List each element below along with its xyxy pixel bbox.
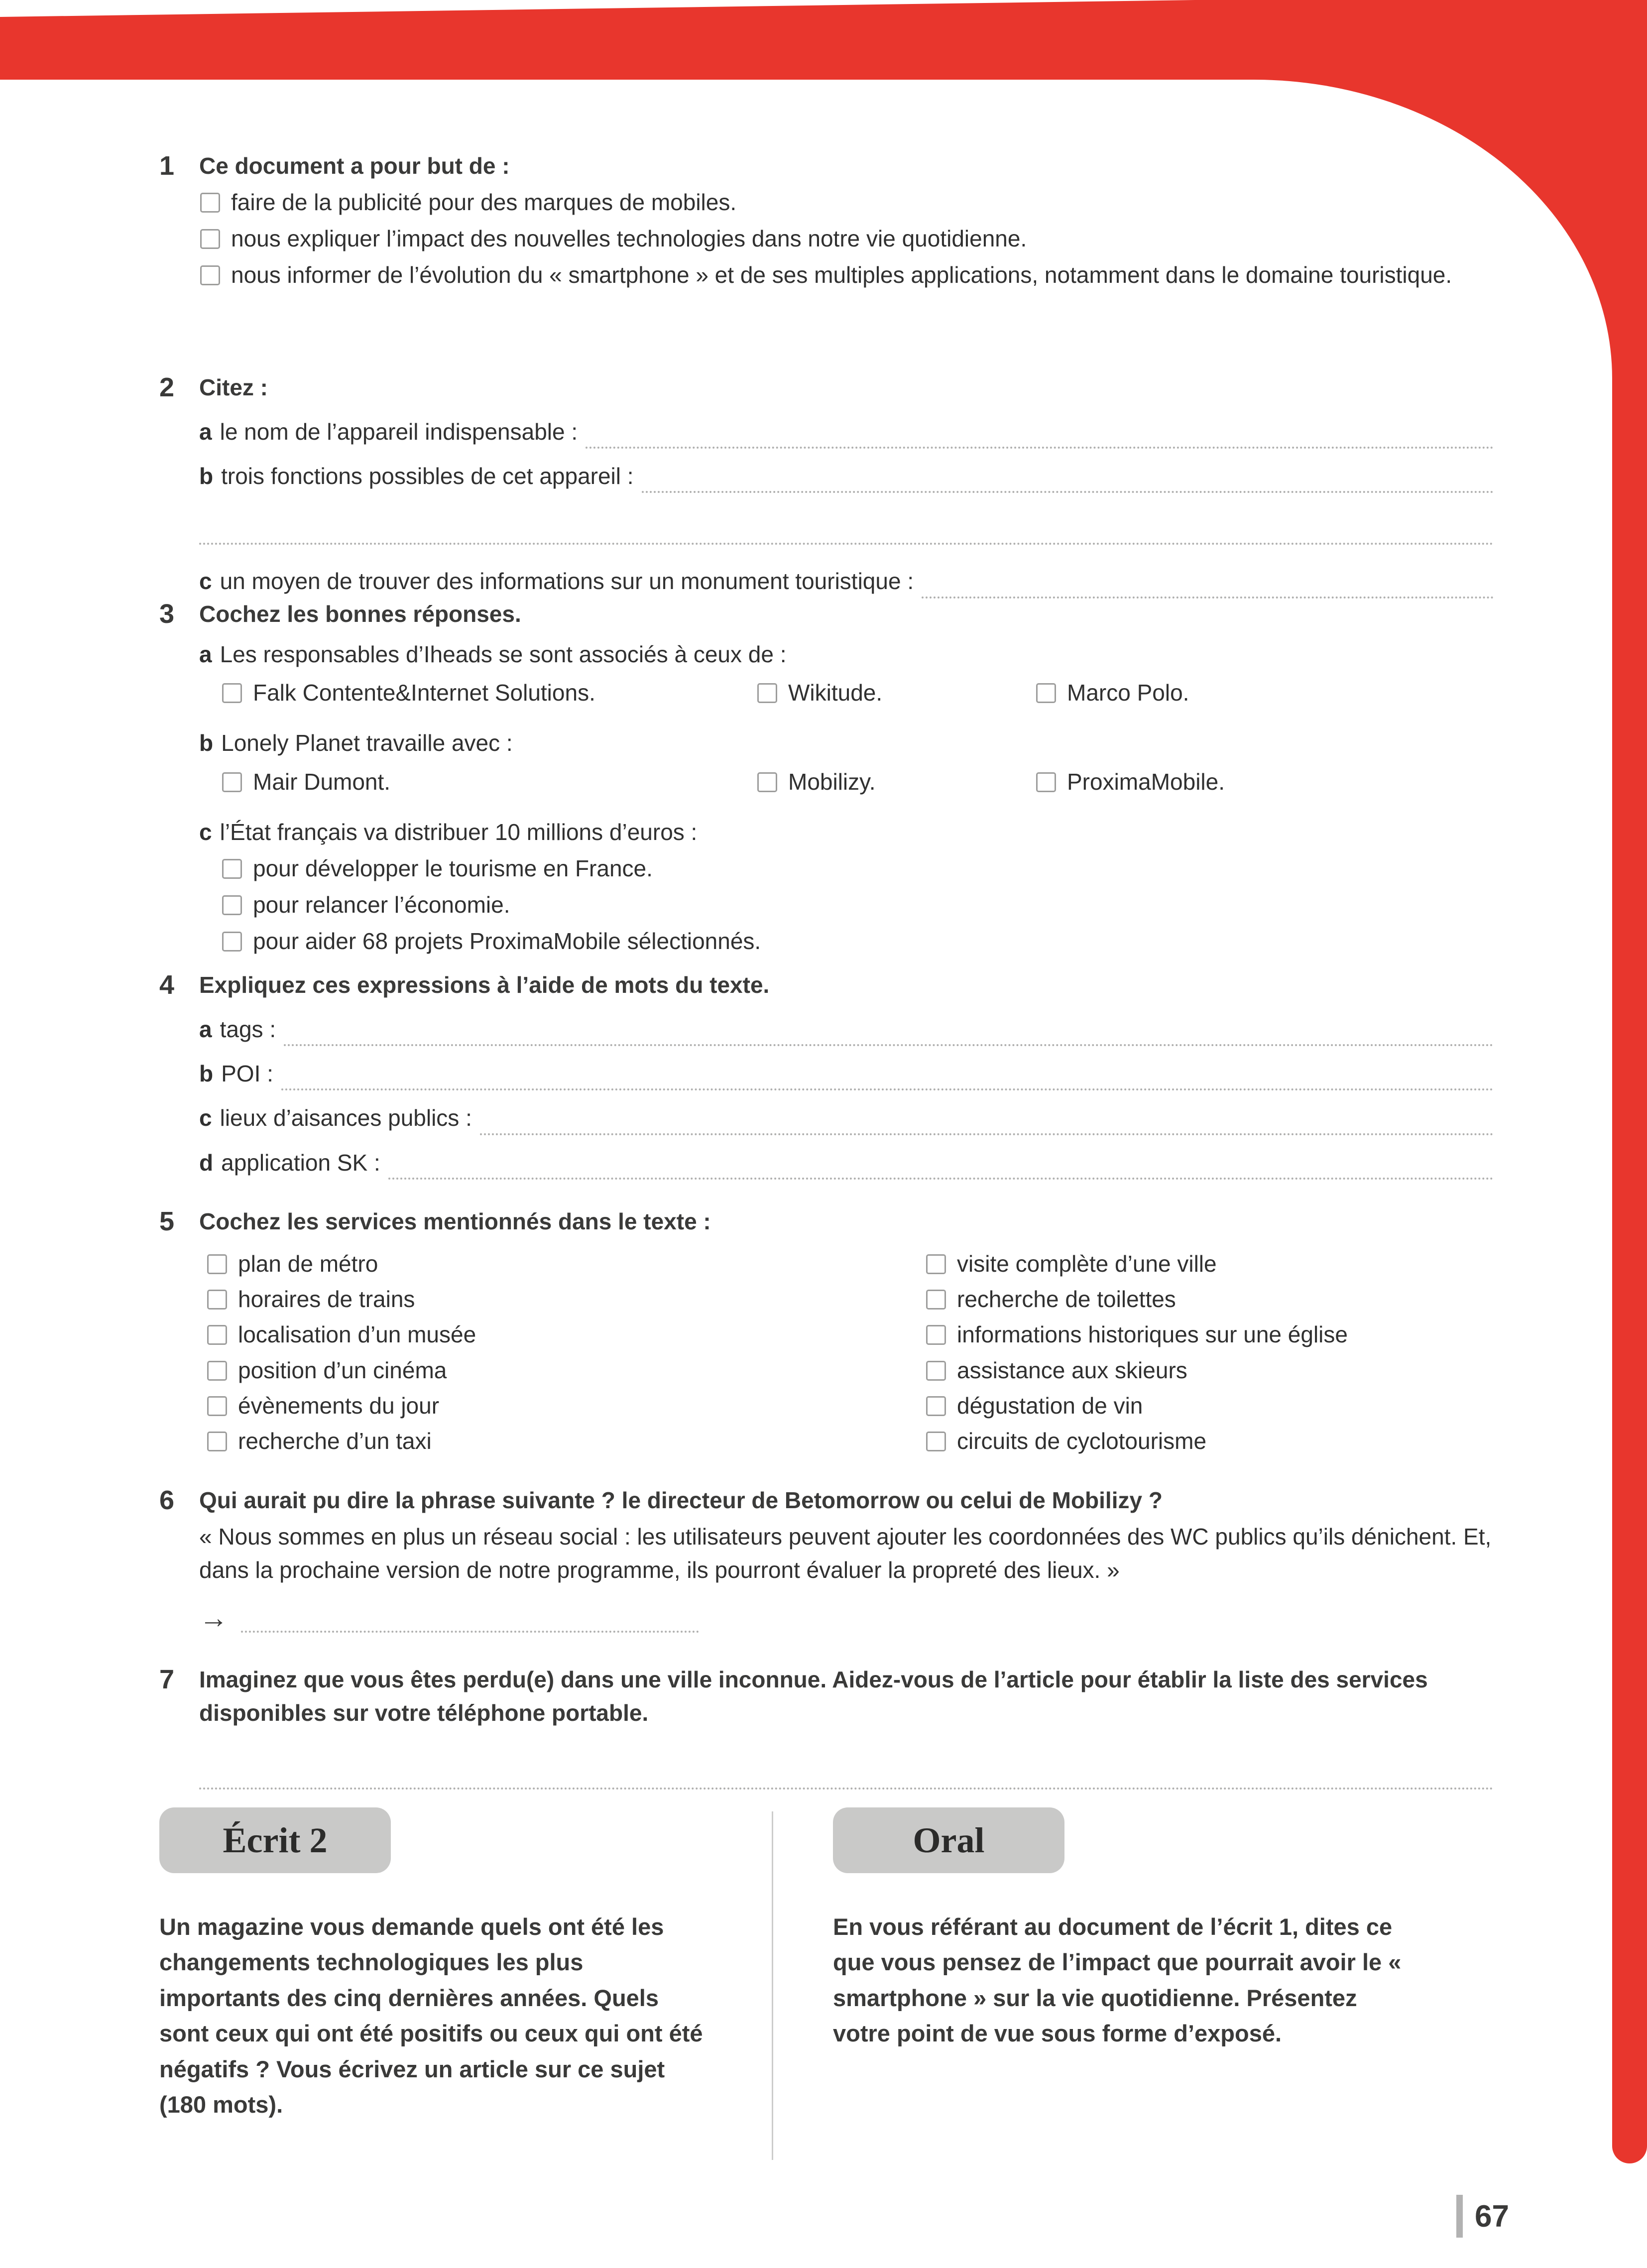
item-text: trois fonctions possibles de cet appareil : xyxy=(221,463,634,489)
item-letter: c xyxy=(199,819,212,845)
checkbox[interactable] xyxy=(1036,772,1056,792)
checkbox[interactable] xyxy=(222,772,242,792)
item-text: Lonely Planet travaille avec : xyxy=(221,730,513,756)
answer-line[interactable] xyxy=(642,465,1494,493)
question-number: 6 xyxy=(159,1485,175,1515)
option-row xyxy=(199,676,1494,710)
section-body: En vous référant au document de l’écrit 1, dites ce que vous pensez de l’impact que pourrait avoir le « smartphone » sur la vie quotidienne. Présentez votre point de vue sous forme d’exposé. xyxy=(833,1913,1402,2047)
sub-question xyxy=(199,638,1494,671)
question-6 xyxy=(159,1484,1494,1633)
option-label: plan de métro xyxy=(238,1251,378,1277)
page-corner-sliver xyxy=(0,0,1195,17)
option-label: dégustation de vin xyxy=(957,1392,1143,1419)
checkbox[interactable] xyxy=(200,229,220,249)
answer-row xyxy=(199,1057,1494,1090)
option-label: horaires de trains xyxy=(238,1286,415,1313)
answer-line[interactable] xyxy=(281,1063,1494,1090)
answer-line[interactable] xyxy=(199,517,1494,545)
option-label: position d’un cinéma xyxy=(238,1357,447,1383)
checkbox[interactable] xyxy=(757,772,777,792)
option-label: Mobilizy. xyxy=(788,768,876,795)
item-text: lieux d’aisances publics : xyxy=(220,1105,472,1131)
item-letter: b xyxy=(199,730,214,756)
question-number: 5 xyxy=(159,1206,175,1236)
question-heading: Qui aurait pu dire la phrase suivante ? le directeur de Betomorrow ou celui de Mobilizy ? xyxy=(199,1487,1163,1513)
page-footer xyxy=(1456,2195,1509,2238)
item-text: l’État français va distribuer 10 millions d’euros : xyxy=(220,819,698,845)
question-heading: Citez : xyxy=(199,374,268,400)
answer-row xyxy=(199,1604,1494,1633)
question-4 xyxy=(159,968,1494,1180)
checkbox[interactable] xyxy=(222,859,242,879)
question-3 xyxy=(159,597,1494,958)
item-letter: d xyxy=(199,1149,214,1176)
option-label: circuits de cyclotourisme xyxy=(957,1428,1207,1454)
option-label: ProximaMobile. xyxy=(1067,768,1225,795)
sub-question xyxy=(199,726,1494,760)
option-label: assistance aux skieurs xyxy=(957,1357,1187,1383)
option-row xyxy=(221,852,1494,885)
checkbox[interactable] xyxy=(757,683,777,703)
item-letter: b xyxy=(199,463,214,489)
option-label: Mair Dumont. xyxy=(253,768,391,795)
checkbox[interactable] xyxy=(926,1290,946,1310)
arrow-icon: → xyxy=(199,1602,228,1635)
answer-row xyxy=(199,565,1494,598)
option-row xyxy=(221,888,1494,922)
item-text: Les responsables d’Iheads se sont associés à ceux de : xyxy=(220,641,787,668)
item-letter: c xyxy=(199,568,212,595)
question-7 xyxy=(159,1663,1494,1790)
option-label: Falk Contente&Internet Solutions. xyxy=(253,680,595,706)
option-label: pour aider 68 projets ProximaMobile sélectionnés. xyxy=(253,928,761,955)
checkbox[interactable] xyxy=(926,1325,946,1345)
checkbox[interactable] xyxy=(207,1254,227,1274)
option-label: localisation d’un musée xyxy=(238,1321,476,1348)
option-label: pour relancer l’économie. xyxy=(253,892,510,918)
question-heading: Imaginez que vous êtes perdu(e) dans une ville inconnue. Aidez-vous de l’article pour établir la liste des services disponibles sur votre téléphone portable. xyxy=(199,1667,1428,1726)
question-heading: Expliquez ces expressions à l’aide de mots du texte. xyxy=(199,972,770,998)
item-text: tags : xyxy=(220,1016,276,1043)
answer-line[interactable] xyxy=(586,421,1494,449)
option-row xyxy=(199,222,1494,255)
question-number: 1 xyxy=(159,151,175,181)
answer-line[interactable] xyxy=(922,571,1494,598)
option-label: nous informer de l’évolution du « smartphone » et de ses multiples applications, notamment dans le domaine touristique. xyxy=(231,262,1452,288)
checkbox[interactable] xyxy=(207,1361,227,1381)
item-text: un moyen de trouver des informations sur un monument touristique : xyxy=(220,568,914,595)
page-number: 67 xyxy=(1475,2199,1509,2234)
item-text: application SK : xyxy=(221,1149,380,1176)
checkbox[interactable] xyxy=(207,1325,227,1345)
question-1 xyxy=(159,149,1494,292)
section-title-oral: Oral xyxy=(833,1807,1064,1873)
checkbox[interactable] xyxy=(926,1432,946,1451)
option-label: informations historiques sur une église xyxy=(957,1321,1348,1348)
answer-line[interactable] xyxy=(199,1762,1494,1790)
item-letter: b xyxy=(199,1061,214,1087)
checkbox[interactable] xyxy=(1036,683,1056,703)
answer-line[interactable] xyxy=(388,1152,1494,1180)
item-letter: c xyxy=(199,1105,212,1131)
question-5 xyxy=(159,1205,1494,1458)
item-letter: a xyxy=(199,419,212,445)
checkbox[interactable] xyxy=(200,193,220,213)
answer-row xyxy=(199,1013,1494,1046)
answer-line[interactable] xyxy=(480,1107,1494,1135)
item-text: le nom de l’appareil indispensable : xyxy=(220,419,578,445)
option-label: faire de la publicité pour des marques de mobiles. xyxy=(231,189,737,216)
question-heading: Cochez les bonnes réponses. xyxy=(199,601,521,627)
oral-section xyxy=(773,1807,1494,2160)
option-label: recherche de toilettes xyxy=(957,1286,1176,1313)
question-heading: Cochez les services mentionnés dans le texte : xyxy=(199,1208,711,1234)
checkbox[interactable] xyxy=(207,1290,227,1310)
checkbox[interactable] xyxy=(207,1396,227,1416)
checkbox[interactable] xyxy=(222,895,242,915)
answer-row xyxy=(199,1146,1494,1180)
answer-line[interactable] xyxy=(241,1605,699,1633)
question-heading: Ce document a pour but de : xyxy=(199,153,510,179)
option-label: pour développer le tourisme en France. xyxy=(253,855,653,881)
ecrit2-section xyxy=(159,1807,772,2160)
answer-row xyxy=(199,1101,1494,1135)
quote-text: « Nous sommes en plus un réseau social : les utilisateurs peuvent ajouter les coordonnées des WC publics qu’ils dénichent. Et, dans la prochaine version de notre programme, ils pourront évaluer la propreté des lieux. » xyxy=(199,1524,1492,1583)
checkbox[interactable] xyxy=(926,1361,946,1381)
option-row xyxy=(221,925,1494,958)
option-label: visite complète d’une ville xyxy=(957,1251,1217,1277)
checkbox[interactable] xyxy=(207,1432,227,1451)
question-number: 3 xyxy=(159,599,175,629)
option-label: recherche d’un taxi xyxy=(238,1428,432,1454)
sub-question xyxy=(199,816,1494,849)
answer-line[interactable] xyxy=(284,1018,1494,1046)
option-label: nous expliquer l’impact des nouvelles technologies dans notre vie quotidienne. xyxy=(231,226,1027,252)
question-number: 2 xyxy=(159,372,175,402)
bottom-sections xyxy=(159,1807,1494,2160)
option-label: Wikitude. xyxy=(788,680,883,706)
answer-row xyxy=(199,415,1494,449)
item-text: POI : xyxy=(221,1061,273,1087)
checkbox[interactable] xyxy=(222,683,242,703)
services-grid xyxy=(199,1245,1494,1458)
item-letter: a xyxy=(199,641,212,668)
question-number: 4 xyxy=(159,970,175,1000)
item-letter: a xyxy=(199,1016,212,1043)
option-label: Marco Polo. xyxy=(1067,680,1189,706)
section-body: Un magazine vous demande quels ont été les changements technologiques les plus importants des cinq dernières années. Quels sont ceux qui ont été positifs ou ceux qui ont été négatifs ? Vous écrivez un article sur ce sujet (180 mots). xyxy=(159,1913,703,2118)
question-2 xyxy=(159,371,1494,598)
option-row xyxy=(199,258,1494,292)
red-side-band xyxy=(1612,349,1647,2163)
option-row xyxy=(199,186,1494,219)
question-number: 7 xyxy=(159,1665,175,1694)
checkbox[interactable] xyxy=(222,932,242,952)
checkbox[interactable] xyxy=(926,1254,946,1274)
checkbox[interactable] xyxy=(926,1396,946,1416)
answer-row xyxy=(199,460,1494,493)
option-label: évènements du jour xyxy=(238,1392,440,1419)
checkbox[interactable] xyxy=(200,265,220,285)
page-number-bar xyxy=(1456,2195,1463,2238)
option-row xyxy=(199,765,1494,799)
section-title-ecrit2: Écrit 2 xyxy=(159,1807,391,1873)
